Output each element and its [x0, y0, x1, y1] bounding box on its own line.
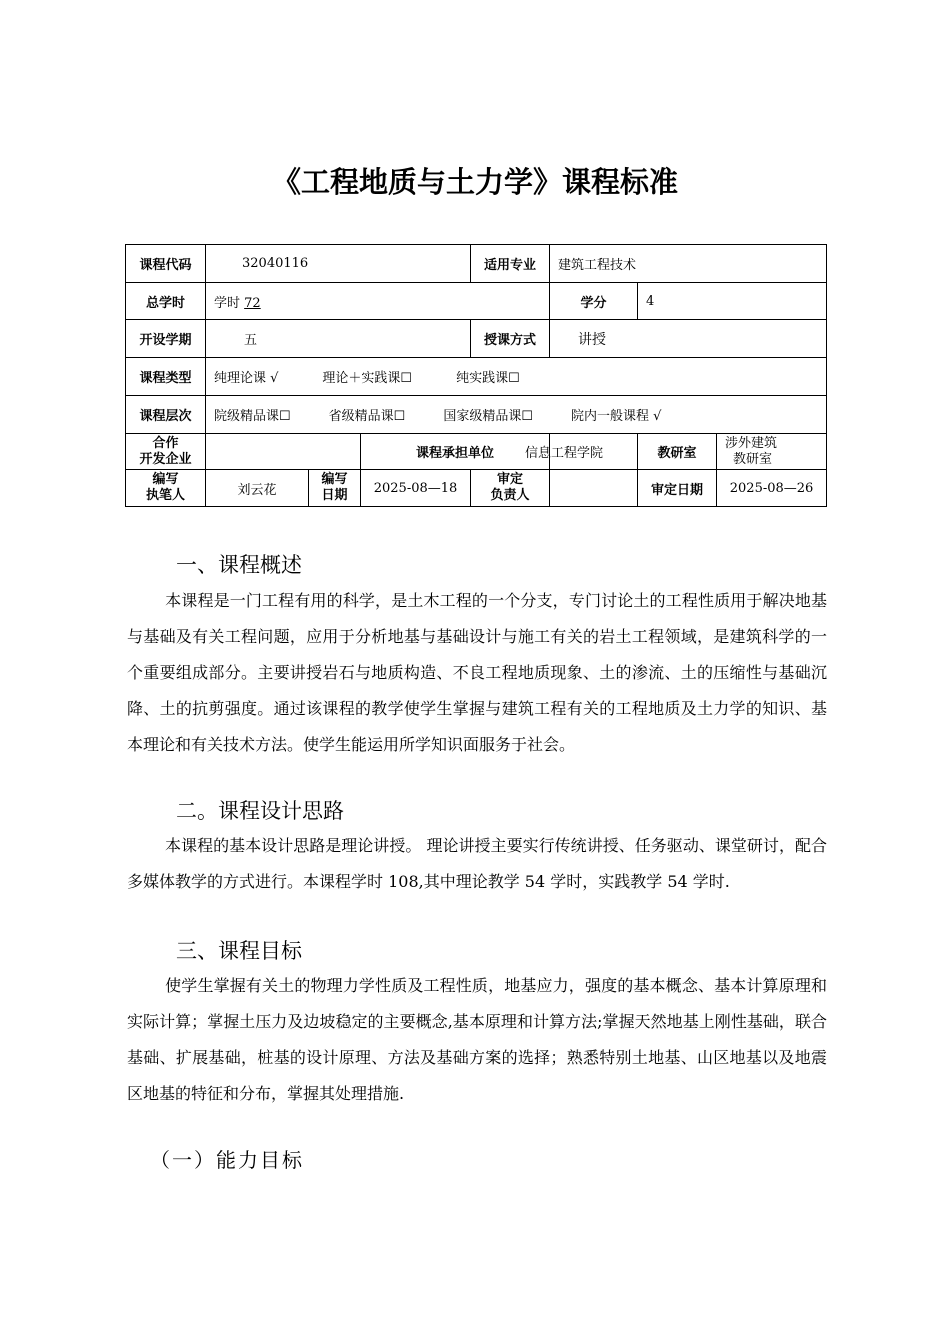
level-option: 院级精品课☐: [214, 409, 291, 424]
hours-cell: [206, 283, 550, 320]
subsection-heading: （一）能力目标: [150, 1148, 304, 1172]
office-label: 教研室: [638, 434, 717, 470]
course-code-label: 课程代码: [126, 245, 206, 283]
type-option: 理论＋实践课☐: [322, 371, 413, 386]
level-option: 国家级精品课☐: [443, 409, 533, 424]
review-date-label: 审定日期: [638, 470, 717, 507]
office-value: 涉外建筑 教研室: [717, 434, 827, 470]
course-level-label: 课程层次: [126, 396, 206, 434]
section-paragraph: 本课程的基本设计思路是理论讲授。 理论讲授主要实行传统讲授、任务驱动、课堂研讨，配合多媒体教学的方式进行。本课程学时 108,其中理论教学 54 学时，实践教学 54 学时.: [127, 836, 827, 891]
hours-value: 72: [244, 295, 261, 311]
course-info-table: [125, 244, 827, 507]
type-option: 纯实践课☐: [456, 371, 520, 386]
level-option: 院内一般课程 √: [570, 409, 662, 424]
reviewer-value: [550, 470, 638, 507]
partner-label: 合作 开发企业: [126, 434, 206, 470]
course-type-label: 课程类型: [126, 358, 206, 396]
table-row: [126, 470, 827, 507]
major-label: 适用专业: [471, 245, 550, 283]
write-date-label: 编写 日期: [309, 470, 361, 507]
section-heading: 三、课程目标: [176, 939, 302, 963]
unit-label: 课程承担单位: [361, 434, 550, 470]
course-level-options: [206, 396, 827, 434]
review-date-value: 2025-08—26: [717, 470, 827, 507]
teach-mode-value: 讲授: [550, 320, 827, 358]
write-date-value: 2025-08—18: [361, 470, 471, 507]
semester-value: 五: [206, 320, 471, 358]
table-row: [126, 396, 827, 434]
reviewer-label: 审定 负责人: [471, 470, 550, 507]
section-paragraph: 本课程是一门工程有用的科学，是土木工程的一个分支，专门讨论土的工程性质用于解决地基与基础及有关工程问题，应用于分析地基与基础设计与施工有关的岩土工程领域，是建筑科学的一个重要组成部分。主要讲授岩石与地质构造、不良工程地质现象、土的渗流、土的压缩性与基础沉降、土的抗剪强度。通过该课程的教学使学生掌握与建筑工程有关的工程地质及土力学的知识、基本理论和有关技术方法。使学生能运用所学知识面服务于社会。: [127, 591, 827, 754]
document-title: 《工程地质与土力学》课程标准: [271, 165, 678, 199]
credit-label: 学分: [550, 283, 638, 320]
section-heading: 二。课程设计思路: [176, 799, 344, 823]
hours-prefix: 学时: [214, 295, 245, 311]
table-row: [126, 283, 827, 320]
semester-label: 开设学期: [126, 320, 206, 358]
section-heading: 一、课程概述: [176, 553, 302, 577]
partner-value: [206, 434, 361, 470]
table-row: [126, 358, 827, 396]
writer-label: 编写 执笔人: [126, 470, 206, 507]
table-row: [126, 434, 827, 470]
section-paragraph: 使学生掌握有关土的物理力学性质及工程性质，地基应力，强度的基本概念、基本计算原理和实际计算；掌握土压力及边坡稳定的主要概念,基本原理和计算方法;掌握天然地基上刚性基础，联合基础、扩展基础，桩基的设计原理、方法及基础方案的选择；熟悉特别土地基、山区地基以及地震区地基的特征和分布，掌握其处理措施.: [127, 976, 827, 1103]
type-option: 纯理论课 √: [214, 371, 279, 386]
level-option: 省级精品课☐: [328, 409, 406, 424]
course-code-value: 32040116: [206, 245, 471, 283]
hours-label: 总学时: [126, 283, 206, 320]
unit-value: 信息工程学院: [550, 434, 638, 470]
course-type-options: [206, 358, 827, 396]
teach-mode-label: 授课方式: [471, 320, 550, 358]
writer-value: 刘云花: [206, 470, 309, 507]
table-row: [126, 320, 827, 358]
major-value: 建筑工程技术: [550, 245, 827, 283]
table-row: [126, 245, 827, 283]
credit-value: 4: [638, 283, 827, 320]
